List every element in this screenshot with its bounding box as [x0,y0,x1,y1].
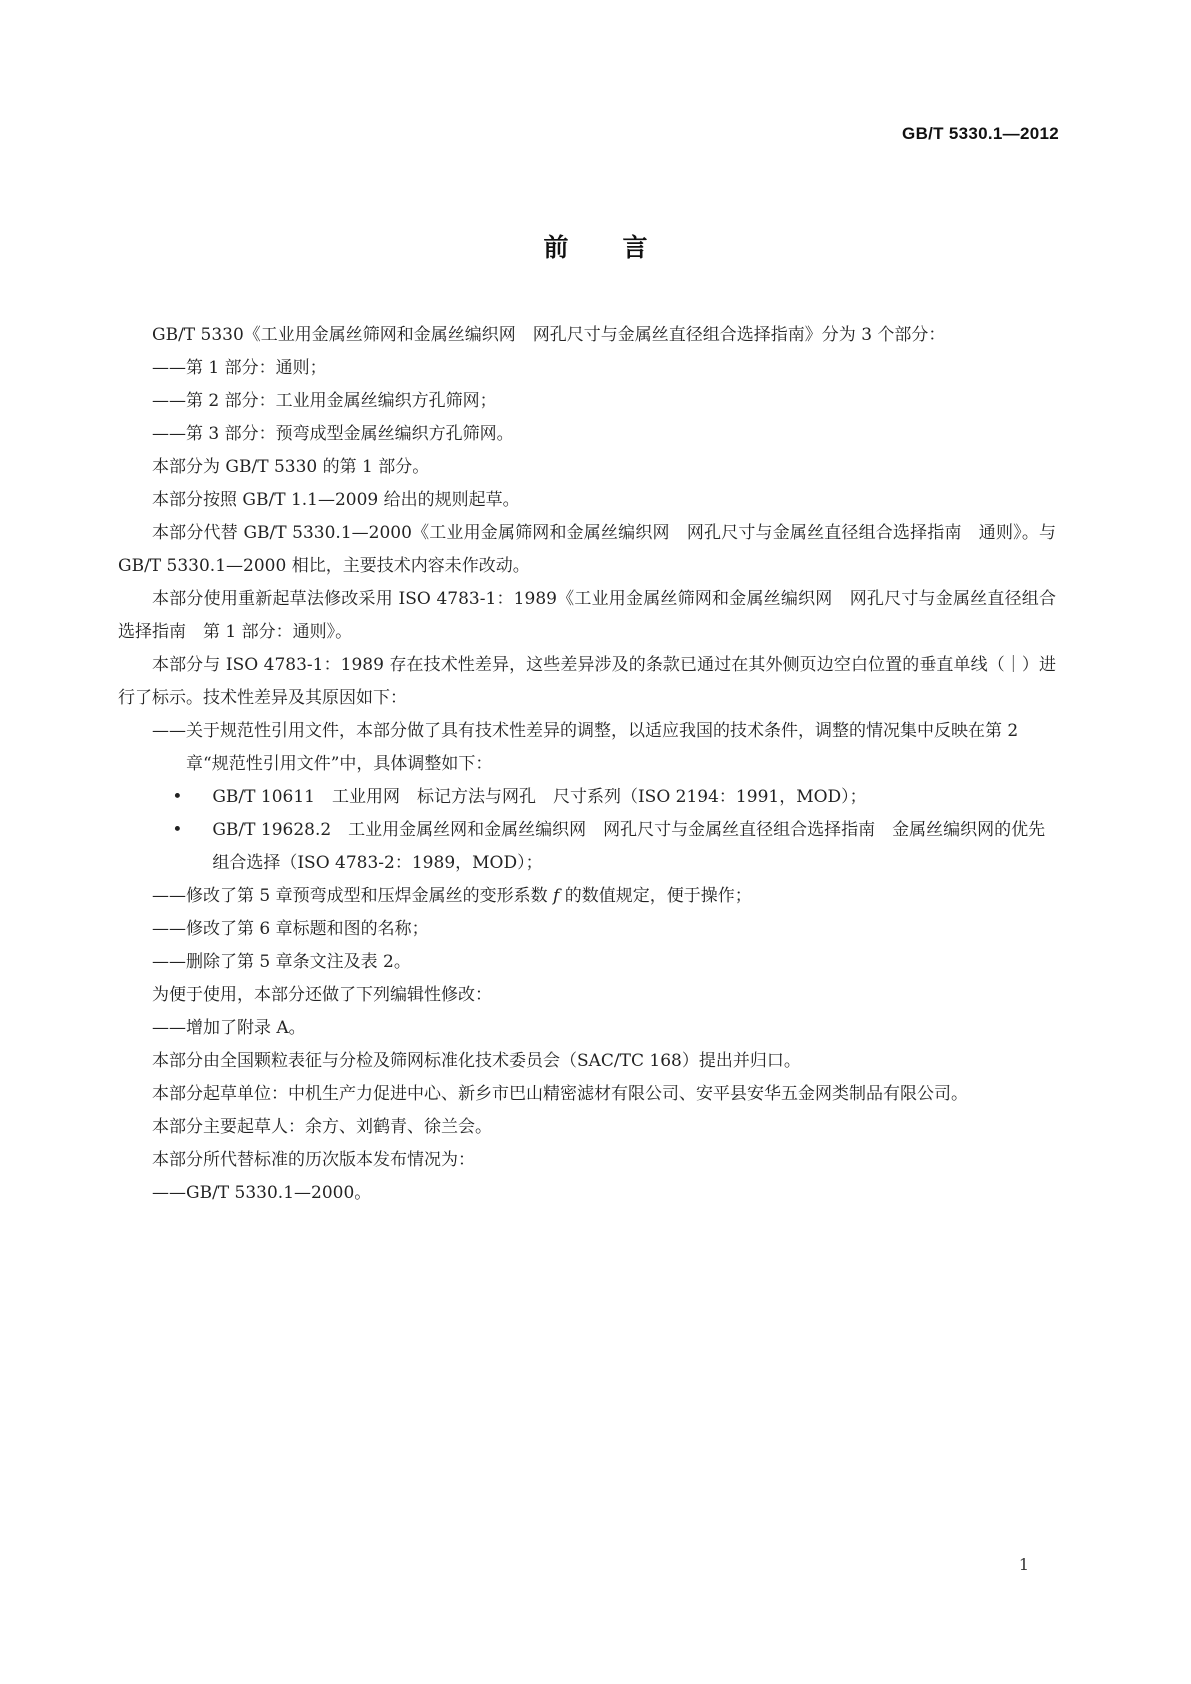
bullet-text-1: GB/T 10611 工业用网 标记方法与网孔 尺寸系列（ISO 2194：1991，MOD）； [212,787,867,807]
bullet-item-1 [118,781,1056,814]
paragraph-proposer: 本部分由全国颗粒表征与分检及筛网标准化技术委员会（SAC/TC 168）提出并归口。 [152,1051,801,1071]
editorial-item-1: ——增加了附录 A。 [152,1018,306,1038]
bullet-text-2: GB/T 19628.2 工业用金属丝网和金属丝编织网 网孔尺寸与金属丝直径组合选择指南 金属丝编织网的优先组合选择（ISO 4783-2：1989，MOD）； [212,820,1046,873]
part-item-1: ——第 1 部分：通则； [152,358,327,378]
paragraph-part-number: 本部分为 GB/T 5330 的第 1 部分。 [152,457,430,477]
symbol-f: f [553,886,560,906]
diff-item-deformation [118,880,1056,913]
diff-text-before: ——修改了第 5 章预弯成型和压焊金属丝的变形系数 [152,886,554,906]
paragraph-replaces: 本部分代替 GB/T 5330.1—2000《工业用金属筛网和金属丝编织网 网孔尺寸与金属丝直径组合选择指南 通则》。与 GB/T 5330.1—2000 相比，主要技术内容未作改动。 [118,523,1056,576]
standard-number: GB/T 5330.1—2012 [902,124,1059,143]
diff-item-chapter6: ——修改了第 6 章标题和图的名称； [152,919,429,939]
diff-text-after: 的数值规定，便于操作； [559,886,752,906]
diff-item-delete-table: ——删除了第 5 章条文注及表 2。 [152,952,411,972]
paragraph-drafting-rules: 本部分按照 GB/T 1.1—2009 给出的规则起草。 [152,490,520,510]
page-title [0,228,1191,264]
history-item-1: ——GB/T 5330.1—2000。 [152,1183,372,1203]
paragraph-adoption: 本部分使用重新起草法修改采用 ISO 4783-1：1989《工业用金属丝筛网和金属丝编织网 网孔尺寸与金属丝直径组合选择指南 第 1 部分：通则》。 [118,589,1056,642]
page-number: 1 [1018,1555,1029,1574]
title-char-2: 言 [622,233,648,262]
paragraph-parts-intro: GB/T 5330《工业用金属丝筛网和金属丝编织网 网孔尺寸与金属丝直径组合选择指南》分为 3 个部分： [152,325,946,345]
diff-normative-references: ——关于规范性引用文件，本部分做了具有技术性差异的调整，以适应我国的技术条件，调整的情况集中反映在第 2 章“规范性引用文件”中，具体调整如下： [152,721,1019,774]
paragraph-technical-differences: 本部分与 ISO 4783-1：1989 存在技术性差异，这些差异涉及的条款已通过在其外侧页边空白位置的垂直单线（｜）进行了标示。技术性差异及其原因如下： [118,655,1056,708]
bullet-item-2 [118,814,1056,880]
paragraph-drafters: 本部分主要起草人：余方、刘鹤青、徐兰会。 [152,1117,492,1137]
paragraph-history: 本部分所代替标准的历次版本发布情况为： [152,1150,475,1170]
paragraph-editorial: 为便于使用，本部分还做了下列编辑性修改： [152,985,492,1005]
foreword-body [118,319,1056,1210]
bullet-icon: • [172,787,183,807]
title-char-1: 前 [543,233,569,262]
part-item-2: ——第 2 部分：工业用金属丝编织方孔筛网； [152,391,497,411]
paragraph-drafting-units: 本部分起草单位：中机生产力促进中心、新乡市巴山精密滤材有限公司、安平县安华五金网类制品有限公司。 [152,1084,968,1104]
bullet-icon: • [172,820,183,840]
part-item-3: ——第 3 部分：预弯成型金属丝编织方孔筛网。 [152,424,514,444]
